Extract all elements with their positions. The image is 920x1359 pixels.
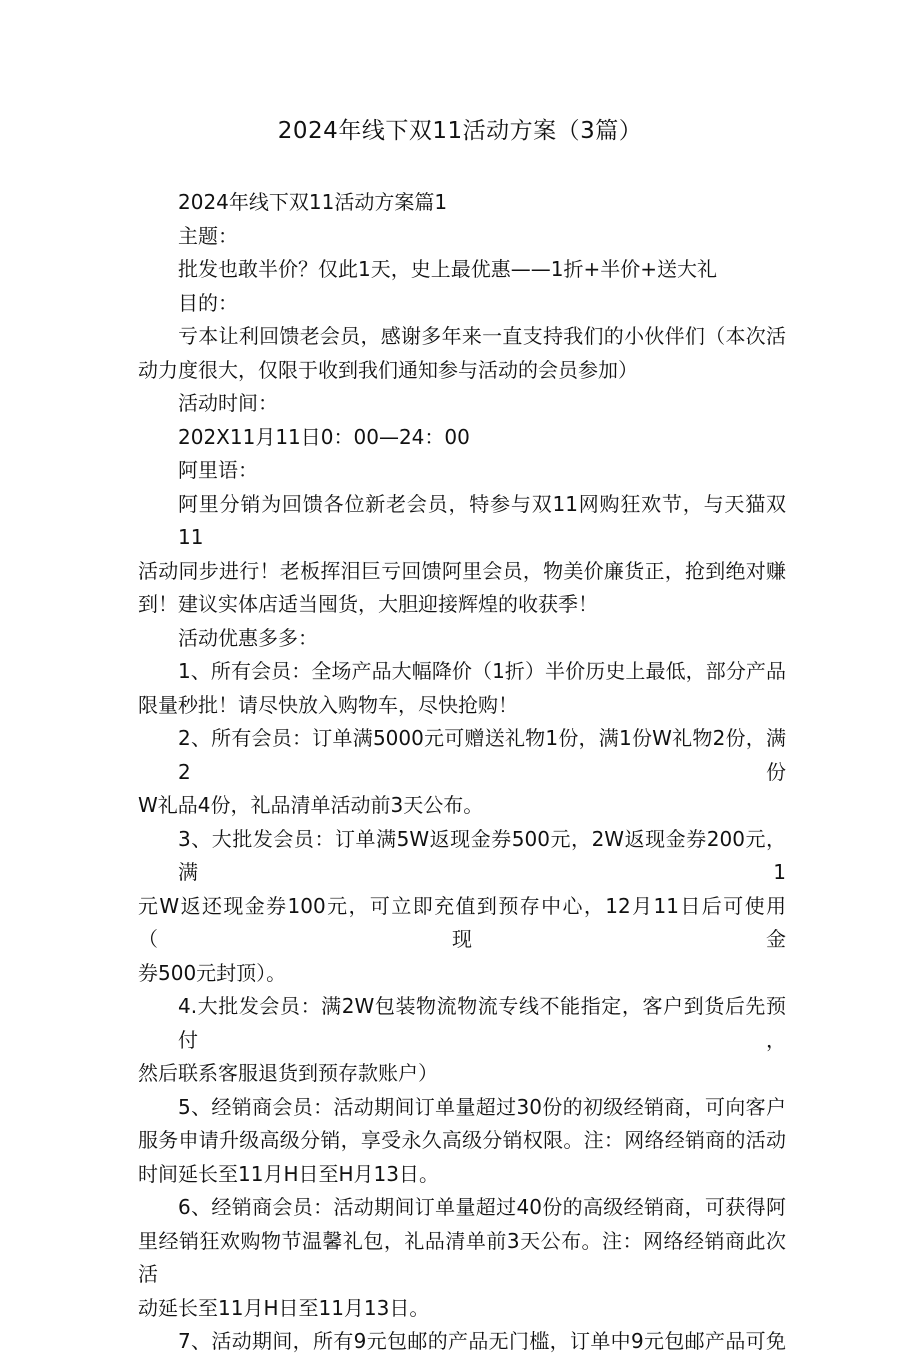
paragraph-line: 活动优惠多多： — [178, 625, 318, 650]
paragraph-line: 限量秒批！请尽快放入购物车，尽快抢购！ — [138, 692, 518, 717]
paragraph-line: 主题： — [178, 223, 238, 248]
paragraph-line: 活动时间： — [178, 391, 278, 415]
paragraph-line: 阿里语： — [178, 458, 258, 482]
paragraph-line: W礼品4份，礼品清单活动前3天公布。 — [138, 793, 484, 817]
paragraph-line: 2024年线下双11活动方案篇1 — [178, 190, 448, 214]
paragraph-line: 3、大批发会员：订单满5W返现金券500元，2W返现金券200元，满1 — [178, 826, 786, 884]
paragraph-line: 然后联系客服退货到预存款账户） — [138, 1061, 438, 1085]
paragraph-line: 7、活动期间，所有9元包邮的产品无门槛，订单中9元包邮产品可免 — [178, 1329, 786, 1353]
paragraph-line: 2、所有会员：订单满5000元可赠送礼物1份，满1份W礼物2份，满2份 — [178, 726, 786, 784]
document-title: 2024年线下双11活动方案（3篇） — [277, 118, 643, 144]
paragraph-line: 6、经销商会员：活动期间订单量超过40份的高级经销商，可获得阿 — [178, 1195, 786, 1219]
paragraph-line: 时间延长至11月H日至H月13日。 — [138, 1161, 439, 1186]
paragraph-line: 券500元封顶）。 — [138, 960, 287, 985]
paragraph-line: 批发也敢半价？仅此1天，史上最优惠——1折+半价+送大礼 — [178, 257, 717, 281]
paragraph-line: 服务申请升级高级分销，享受永久高级分销权限。注：网络经销商的活动 — [138, 1128, 786, 1152]
paragraph-line: 动力度很大，仅限于收到我们通知参与活动的会员参加） — [138, 357, 638, 382]
paragraph-line: 到！建议实体店适当囤货，大胆迎接辉煌的收获季！ — [138, 592, 598, 616]
paragraph-line: 动延长至11月H日至11月13日。 — [138, 1295, 430, 1320]
paragraph-line: 4.大批发会员：满2W包装物流物流专线不能指定，客户到货后先预付， — [178, 994, 786, 1052]
paragraph-line: 阿里分销为回馈各位新老会员，特参与双11网购狂欢节，与天猫双11 — [178, 491, 786, 549]
paragraph-line: 亏本让利回馈老会员，感谢多年来一直支持我们的小伙伴们（本次活 — [178, 324, 786, 348]
paragraph-line: 里经销狂欢购物节温馨礼包，礼品清单前3天公布。注：网络经销商此次活 — [138, 1228, 786, 1286]
paragraph-line: 1、所有会员：全场产品大幅降价（1折）半价历史上最低，部分产品 — [178, 659, 786, 683]
paragraph-line: 活动同步进行！老板挥泪巨亏回馈阿里会员，物美价廉货正，抢到绝对赚 — [138, 558, 786, 583]
document-body — [138, 186, 786, 1359]
paragraph-line: 元W返还现金券100元，可立即充值到预存中心，12月11日后可使用（现金 — [138, 893, 786, 951]
paragraph-line: 5、经销商会员：活动期间订单量超过30份的初级经销商，可向客户 — [178, 1094, 786, 1119]
paragraph-line: 目的： — [178, 290, 238, 315]
paragraph-line: 202X11月11日0：00—24：00 — [178, 424, 470, 449]
